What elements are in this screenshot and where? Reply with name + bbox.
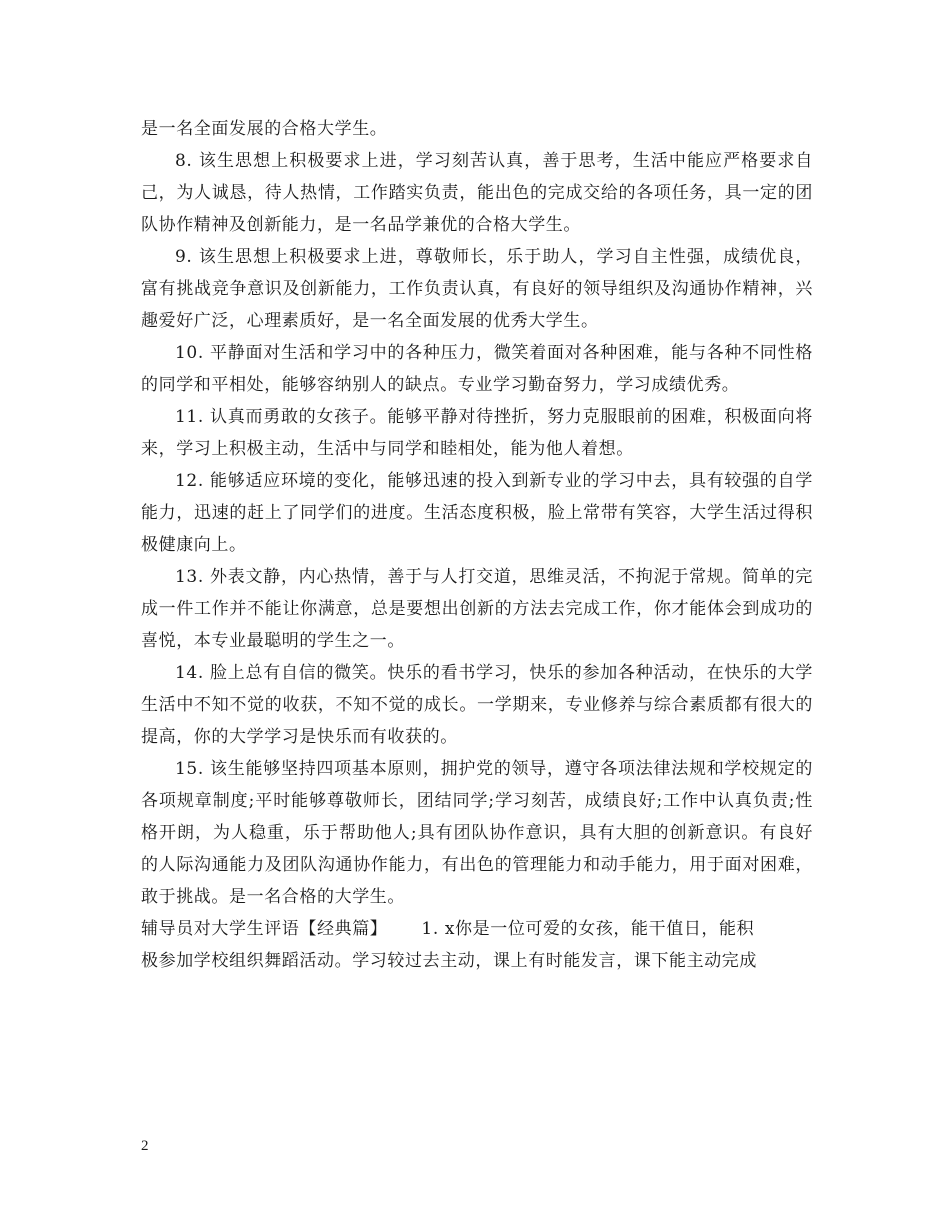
paragraph-item-14: 14. 脸上总有自信的微笑。快乐的看书学习，快乐的参加各种活动，在快乐的大学生活中不知不觉的收获，不知不觉的成长。一学期来，专业修养与综合素质都有很大的提高，你的大学学习是快乐而有收获的。: [141, 663, 813, 747]
paragraph-item-12: 12. 能够适应环境的变化，能够迅速的投入到新专业的学习中去，具有较强的自学能力，迅速的赶上了同学们的进度。生活态度积极，脸上常带有笑容，大学生活过得积极健康向上。: [141, 471, 813, 555]
paragraph-item-11: 11. 认真而勇敢的女孩子。能够平静对待挫折，努力克服眼前的困难，积极面向将来，学习上积极主动，生活中与同学和睦相处，能为他人着想。: [141, 407, 813, 459]
paragraph-continuation: 是一名全面发展的合格大学生。: [141, 119, 388, 139]
page-number: 2: [141, 1138, 149, 1154]
paragraph-item-8: 8. 该生思想上积极要求上进，学习刻苦认真，善于思考，生活中能应严格要求自己，为人诚恳，待人热情，工作踏实负责，能出色的完成交给的各项任务，具一定的团队协作精神及创新能力，是一名品学兼优的合格大学生。: [141, 151, 813, 235]
paragraph-item-9: 9. 该生思想上积极要求上进，尊敬师长，乐于助人，学习自主性强，成绩优良，富有挑战竞争意识及创新能力，工作负责认真，有良好的领导组织及沟通协作精神，兴趣爱好广泛，心理素质好，是一名全面发展的优秀大学生。: [141, 247, 813, 331]
paragraph-item-13: 13. 外表文静，内心热情，善于与人打交道，思维灵活，不拘泥于常规。简单的完成一件工作并不能让你满意，总是要想出创新的方法去完成工作，你才能体会到成功的喜悦，本专业最聪明的学生之一。: [141, 567, 813, 651]
paragraph-item-15: 15. 该生能够坚持四项基本原则，拥护党的领导，遵守各项法律法规和学校规定的各项规章制度;平时能够尊敬师长，团结同学;学习刻苦，成绩良好;工作中认真负责;性格开朗，为人稳重，乐于帮助他人;具有团队协作意识，具有大胆的创新意识。有良好的人际沟通能力及团队沟通协作能力，有出色的管理能力和动手能力，用于面对困难，敢于挑战。是一名合格的大学生。: [141, 759, 813, 907]
paragraph-item-10: 10. 平静面对生活和学习中的各种压力，微笑着面对各种困难，能与各种不同性格的同学和平相处，能够容纳别人的缺点。专业学习勤奋努力，学习成绩优秀。: [141, 343, 813, 395]
section-item-1-start: 1. x你是一位可爱的女孩，能干值日，能积: [421, 919, 755, 939]
section-heading-line: [141, 913, 813, 945]
section-heading: 辅导员对大学生评语【经典篇】: [141, 919, 388, 939]
section-item-1-continuation: 极参加学校组织舞蹈活动。学习较过去主动，课上有时能发言，课下能主动完成: [141, 951, 757, 971]
document-body: [141, 113, 813, 977]
